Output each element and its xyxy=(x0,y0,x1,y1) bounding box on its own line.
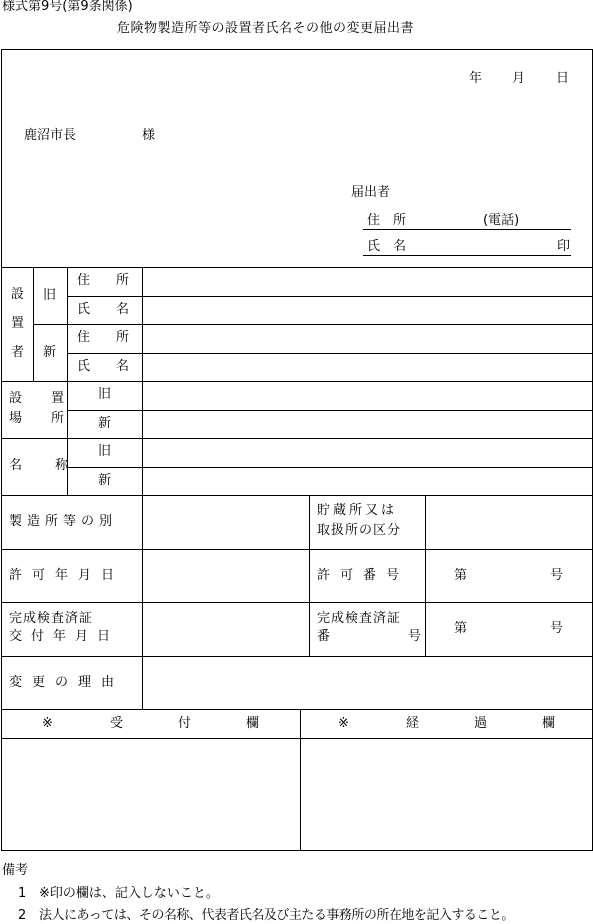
facility-name-old-label: 旧 xyxy=(98,444,112,459)
completion-number-label-2b: 号 xyxy=(408,629,422,644)
permit-number-label: 許可番号 xyxy=(317,568,410,583)
location-new-field[interactable] xyxy=(143,411,592,438)
form-number: 様式第9号(第9条関係) xyxy=(2,0,133,14)
facility-name-old-field[interactable] xyxy=(143,439,592,467)
progress-mark: ※ xyxy=(338,716,349,731)
installer-new-address-field[interactable] xyxy=(143,325,592,353)
permit-number-suffix: 号 xyxy=(550,568,564,583)
note-1-number: 1 xyxy=(18,886,27,901)
date-day: 日 xyxy=(556,71,570,86)
location-new-label: 新 xyxy=(98,416,112,431)
installer-old-address-label: 住 所 xyxy=(77,273,130,288)
note-1-text: ※印の欄は、記入しないこと。 xyxy=(39,886,219,901)
notes-title: 備考 xyxy=(2,863,29,878)
completion-date-label-1: 完成検査済証 xyxy=(9,611,94,626)
completion-date-label-2: 交付年月日 xyxy=(9,629,120,644)
completion-number-suffix: 号 xyxy=(550,621,564,636)
reception-char-2: 付 xyxy=(178,716,192,731)
facility-name-new-label: 新 xyxy=(98,473,112,488)
installer-old-label: 旧 xyxy=(43,288,57,303)
installer-new-label: 新 xyxy=(43,345,57,360)
form-title: 危険物製造所等の設置者氏名その他の変更届出書 xyxy=(117,21,415,36)
location-label-2: 場 所 xyxy=(9,411,73,426)
progress-char-3: 欄 xyxy=(542,716,556,731)
completion-date-field[interactable] xyxy=(143,603,309,656)
seal-mark: 印 xyxy=(557,239,571,254)
reception-mark: ※ xyxy=(42,716,53,731)
change-reason-field[interactable] xyxy=(143,657,592,709)
location-old-label: 旧 xyxy=(98,387,112,402)
facility-name-label: 名 称 xyxy=(9,458,79,473)
applicant-label: 届出者 xyxy=(351,185,391,200)
facility-type-field[interactable] xyxy=(143,496,309,549)
installer-new-address-label: 住 所 xyxy=(77,330,130,345)
applicant-address-label: 住 所 xyxy=(367,213,407,228)
date-month: 月 xyxy=(512,71,526,86)
permit-number-prefix: 第 xyxy=(454,568,468,583)
category-label-2: 取扱所の区分 xyxy=(317,523,402,538)
progress-box xyxy=(301,739,592,850)
location-label-1: 設 置 xyxy=(9,391,73,406)
applicant-name-label: 氏 名 xyxy=(367,239,407,254)
installer-label-1: 設 xyxy=(11,287,25,302)
note-2-number: 2 xyxy=(18,908,27,923)
reception-char-3: 欄 xyxy=(246,716,260,731)
completion-number-prefix: 第 xyxy=(454,621,468,636)
installer-old-name-label: 氏 名 xyxy=(77,302,130,317)
change-reason-label: 変更の理由 xyxy=(9,675,125,690)
note-2-text: 法人にあっては、その名称、代表者氏名及び主たる事務所の所在地を記入すること。 xyxy=(39,908,514,923)
permit-date-field[interactable] xyxy=(143,550,309,602)
installer-old-name-field[interactable] xyxy=(143,297,592,324)
installer-old-address-field[interactable] xyxy=(143,268,592,296)
facility-type-label: 製造所等の別 xyxy=(9,514,118,529)
reception-box xyxy=(2,739,300,850)
date-year: 年 xyxy=(469,71,483,86)
installer-label-3: 者 xyxy=(11,345,25,360)
completion-number-label-2a: 番 xyxy=(317,629,331,644)
facility-name-new-field[interactable] xyxy=(143,468,592,495)
category-field[interactable] xyxy=(426,496,592,549)
installer-new-name-label: 氏 名 xyxy=(77,359,130,374)
completion-number-label-1: 完成検査済証 xyxy=(317,611,402,626)
progress-char-2: 過 xyxy=(474,716,488,731)
installer-label-2: 置 xyxy=(11,316,25,331)
location-old-field[interactable] xyxy=(143,382,592,410)
addressee: 鹿沼市長 xyxy=(24,128,77,143)
reception-char-1: 受 xyxy=(110,716,124,731)
installer-new-name-field[interactable] xyxy=(143,354,592,381)
progress-char-1: 経 xyxy=(406,716,420,731)
applicant-phone-label: (電話) xyxy=(483,213,520,228)
category-label-1: 貯蔵所又は xyxy=(317,503,398,518)
permit-date-label: 許可年月日 xyxy=(9,568,125,583)
honorific: 様 xyxy=(142,128,156,143)
